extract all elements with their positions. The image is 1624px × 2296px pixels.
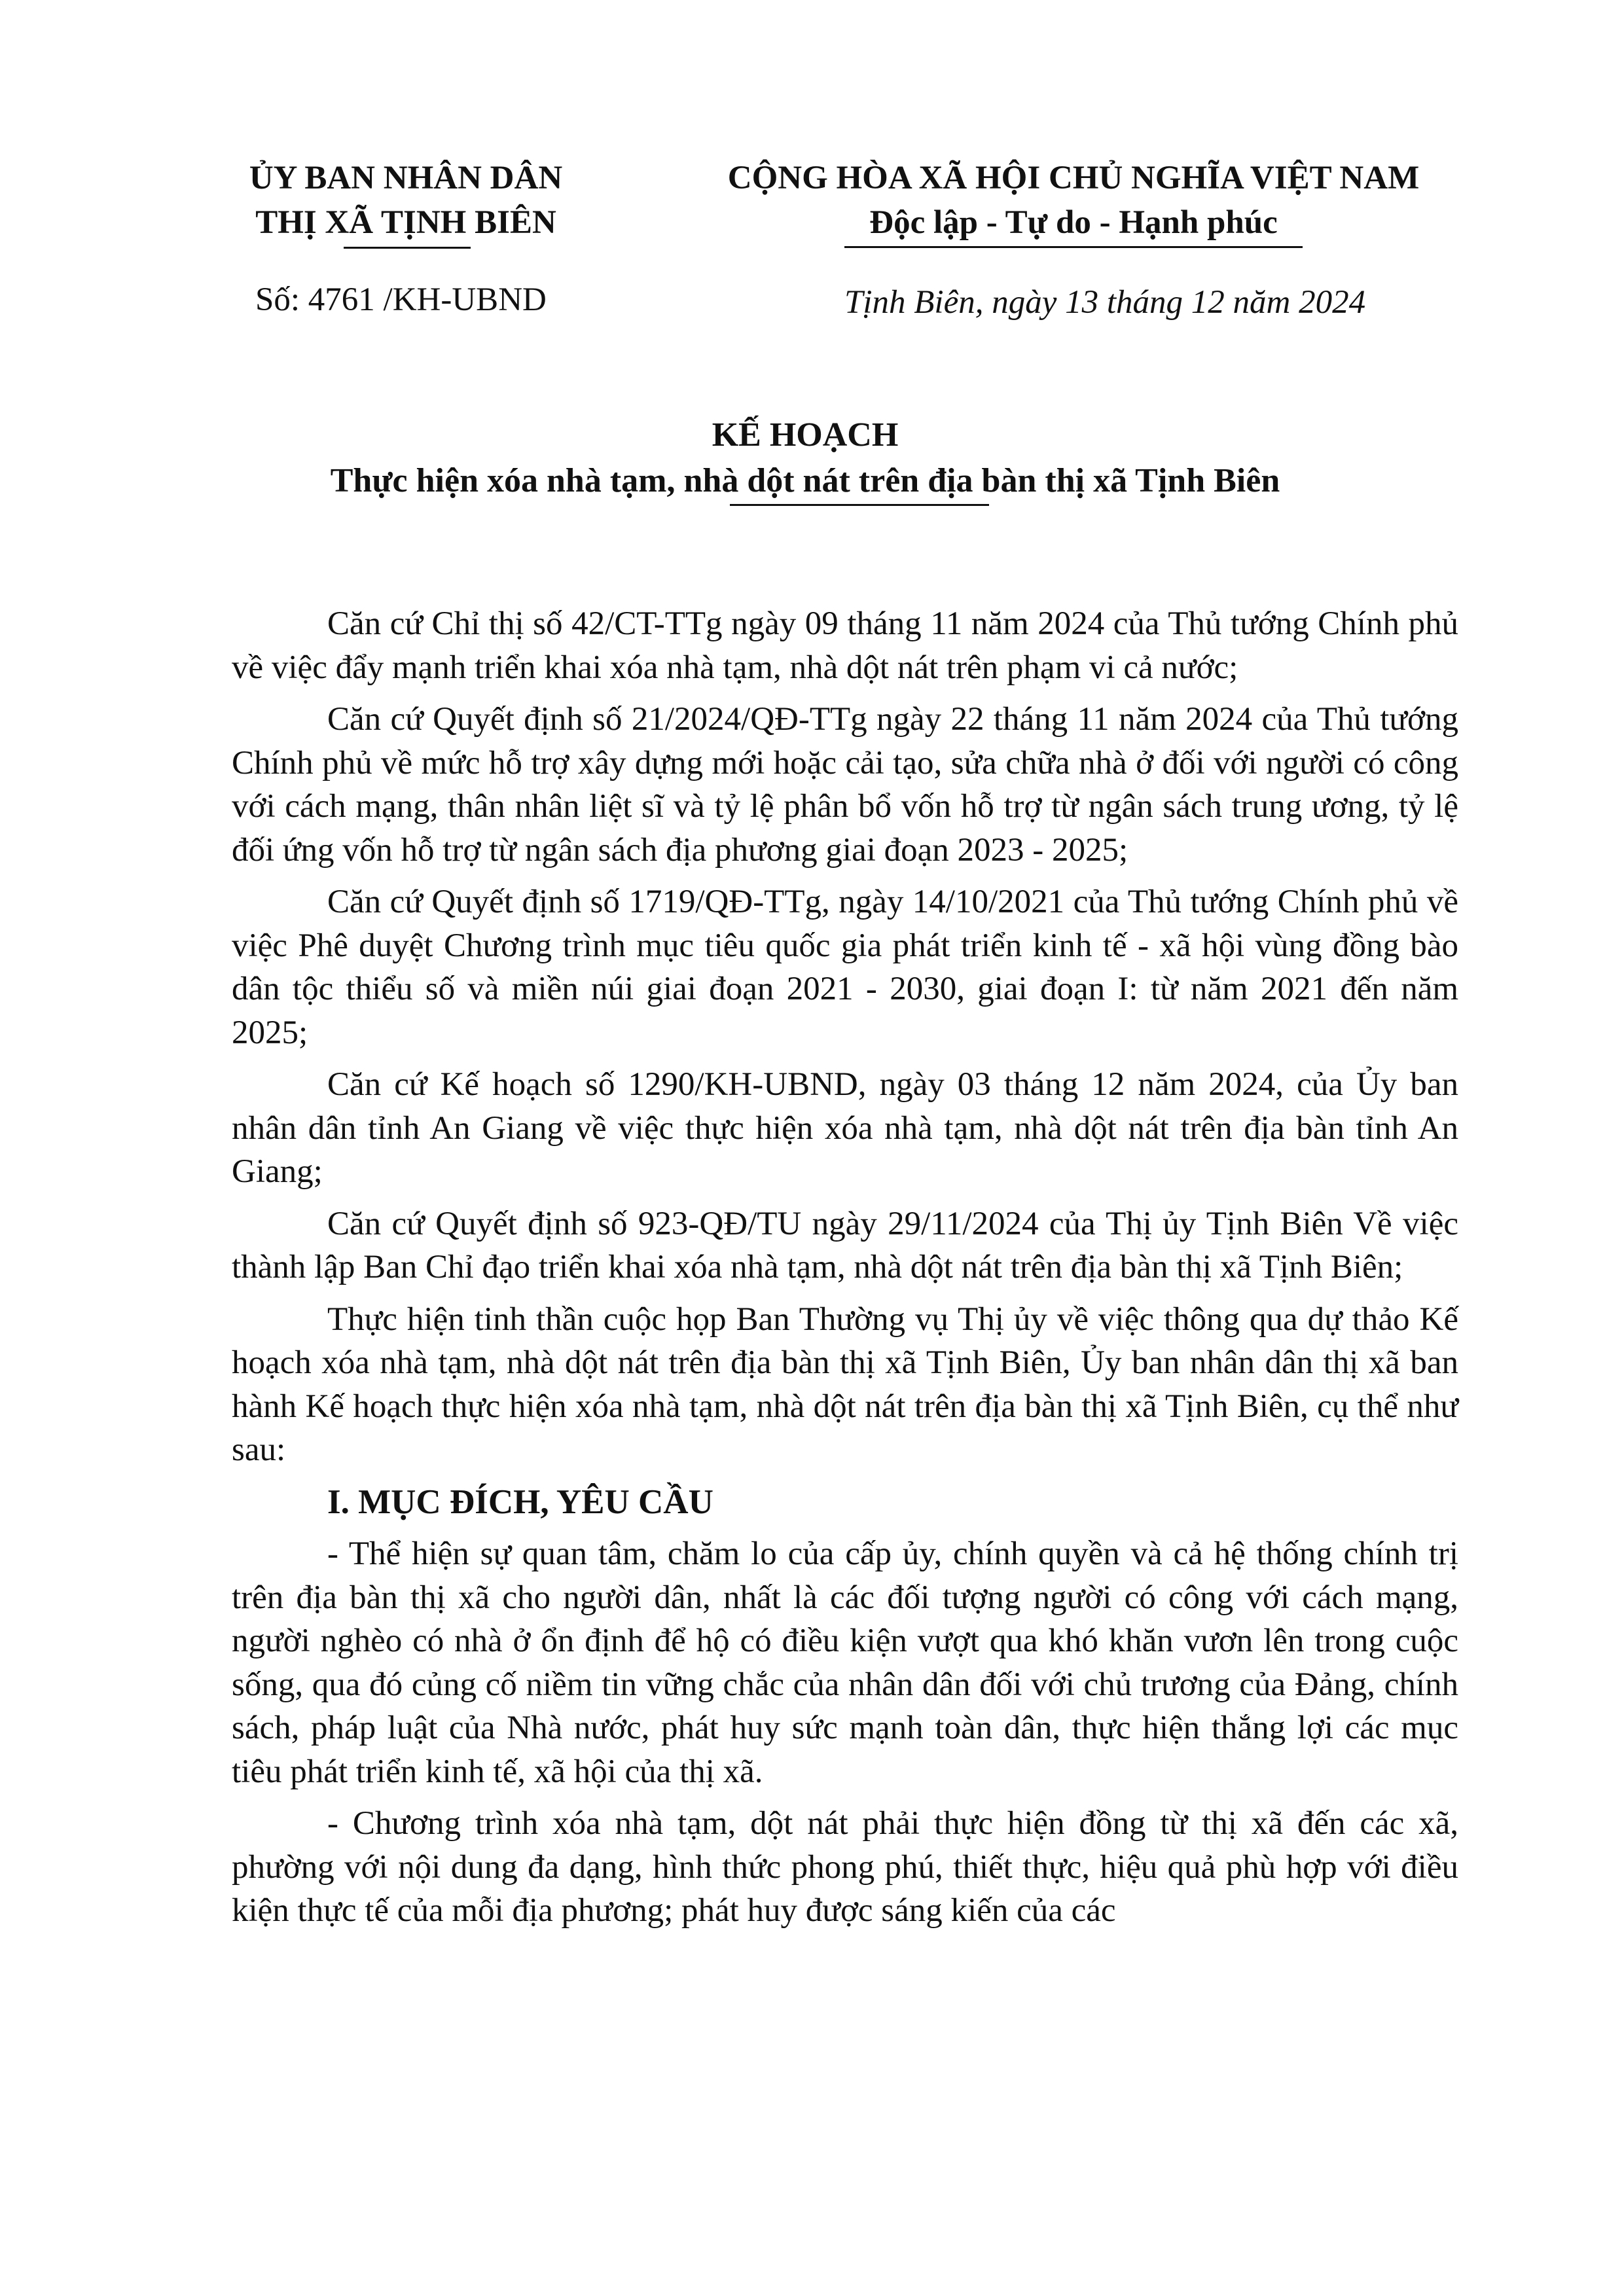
issuer-underline bbox=[344, 247, 471, 249]
document-title: KẾ HOẠCH bbox=[712, 416, 899, 454]
issuer-unit: THỊ XÃ TỊNH BIÊN bbox=[255, 204, 556, 241]
body-paragraph: Căn cứ Quyết định số 923-QĐ/TU ngày 29/11/2024 của Thị ủy Tịnh Biên Về việc thành lập Ban Chỉ đạo triển khai xóa nhà tạm, nhà dột nát trên địa bàn thị xã Tịnh Biên; bbox=[232, 1205, 1458, 1285]
document-date: Tịnh Biên, ngày 13 tháng 12 năm 2024 bbox=[844, 284, 1366, 321]
national-motto: Độc lập - Tự do - Hạnh phúc bbox=[869, 204, 1278, 241]
section-paragraph: - Thể hiện sự quan tâm, chăm lo của cấp ủy, chính quyền và cả hệ thống chính trị trên địa bàn thị xã cho người dân, nhất là các đối tượng người có công với cách mạng, người nghèo có nhà ở ổn định để hộ có điều kiện vượt qua khó khăn vươn lên trong cuộc sống, qua đó củng cố niềm tin vững chắc của nhân dân đối với chủ trương của Đảng, chính sách, pháp luật của Nhà nước, phát huy sức mạnh toàn dân, thực hiện thắng lợi các mục tiêu phát triển kinh tế, xã hội của thị xã. bbox=[232, 1535, 1458, 1790]
national-header bbox=[668, 156, 1479, 245]
title-underline bbox=[730, 504, 989, 506]
document-title-block bbox=[196, 412, 1414, 504]
document-subtitle: Thực hiện xóa nhà tạm, nhà dột nát trên địa bàn thị xã Tịnh Biên bbox=[330, 462, 1280, 499]
issuer-name: ỦY BAN NHÂN DÂN bbox=[249, 160, 563, 196]
body-paragraph: Căn cứ Kế hoạch số 1290/KH-UBND, ngày 03 tháng 12 năm 2024, của Ủy ban nhân dân tỉnh An Giang về việc thực hiện xóa nhà tạm, nhà dột nát trên địa bàn tỉnh An Giang; bbox=[232, 1066, 1458, 1190]
document-body bbox=[232, 602, 1458, 1941]
body-paragraph: Căn cứ Quyết định số 21/2024/QĐ-TTg ngày 22 tháng 11 năm 2024 của Thủ tướng Chính phủ về mức hỗ trợ xây dựng mới hoặc cải tạo, sửa chữa nhà ở đối với người có công với cách mạng, thân nhân liệt sĩ và tỷ lệ phân bổ vốn hỗ trợ từ ngân sách trung ương, tỷ lệ đối ứng vốn hỗ trợ từ ngân sách địa phương giai đoạn 2023 - 2025; bbox=[232, 701, 1458, 869]
issuer-header bbox=[223, 156, 589, 245]
section-heading: I. MỤC ĐÍCH, YÊU CẦU bbox=[327, 1482, 713, 1521]
section-paragraph: - Chương trình xóa nhà tạm, dột nát phải thực hiện đồng từ thị xã đến các xã, phường với nội dung đa dạng, hình thức phong phú, thiết thực, hiệu quả phù hợp với điều kiện thực tế của mỗi địa phương; phát huy được sáng kiến của các bbox=[232, 1805, 1458, 1929]
motto-underline bbox=[844, 246, 1303, 248]
national-name: CỘNG HÒA XÃ HỘI CHỦ NGHĨA VIỆT NAM bbox=[727, 160, 1420, 196]
document-number: Số: 4761 /KH-UBND bbox=[255, 281, 547, 318]
body-paragraph: Căn cứ Chỉ thị số 42/CT-TTg ngày 09 tháng 11 năm 2024 của Thủ tướng Chính phủ về việc đẩy mạnh triển khai xóa nhà tạm, nhà dột nát trên phạm vi cả nước; bbox=[232, 605, 1458, 686]
body-paragraph: Căn cứ Quyết định số 1719/QĐ-TTg, ngày 14/10/2021 của Thủ tướng Chính phủ về việc Phê duyệt Chương trình mục tiêu quốc gia phát triển kinh tế - xã hội vùng đồng bào dân tộc thiểu số và miền núi giai đoạn 2021 - 2030, giai đoạn I: từ năm 2021 đến năm 2025; bbox=[232, 884, 1458, 1051]
body-paragraph: Thực hiện tinh thần cuộc họp Ban Thường vụ Thị ủy về việc thông qua dự thảo Kế hoạch xóa nhà tạm, nhà dột nát trên địa bàn thị xã Tịnh Biên, Ủy ban nhân dân thị xã ban hành Kế hoạch thực hiện xóa nhà tạm, nhà dột nát trên địa bàn thị xã Tịnh Biên, cụ thể như sau: bbox=[232, 1300, 1458, 1468]
